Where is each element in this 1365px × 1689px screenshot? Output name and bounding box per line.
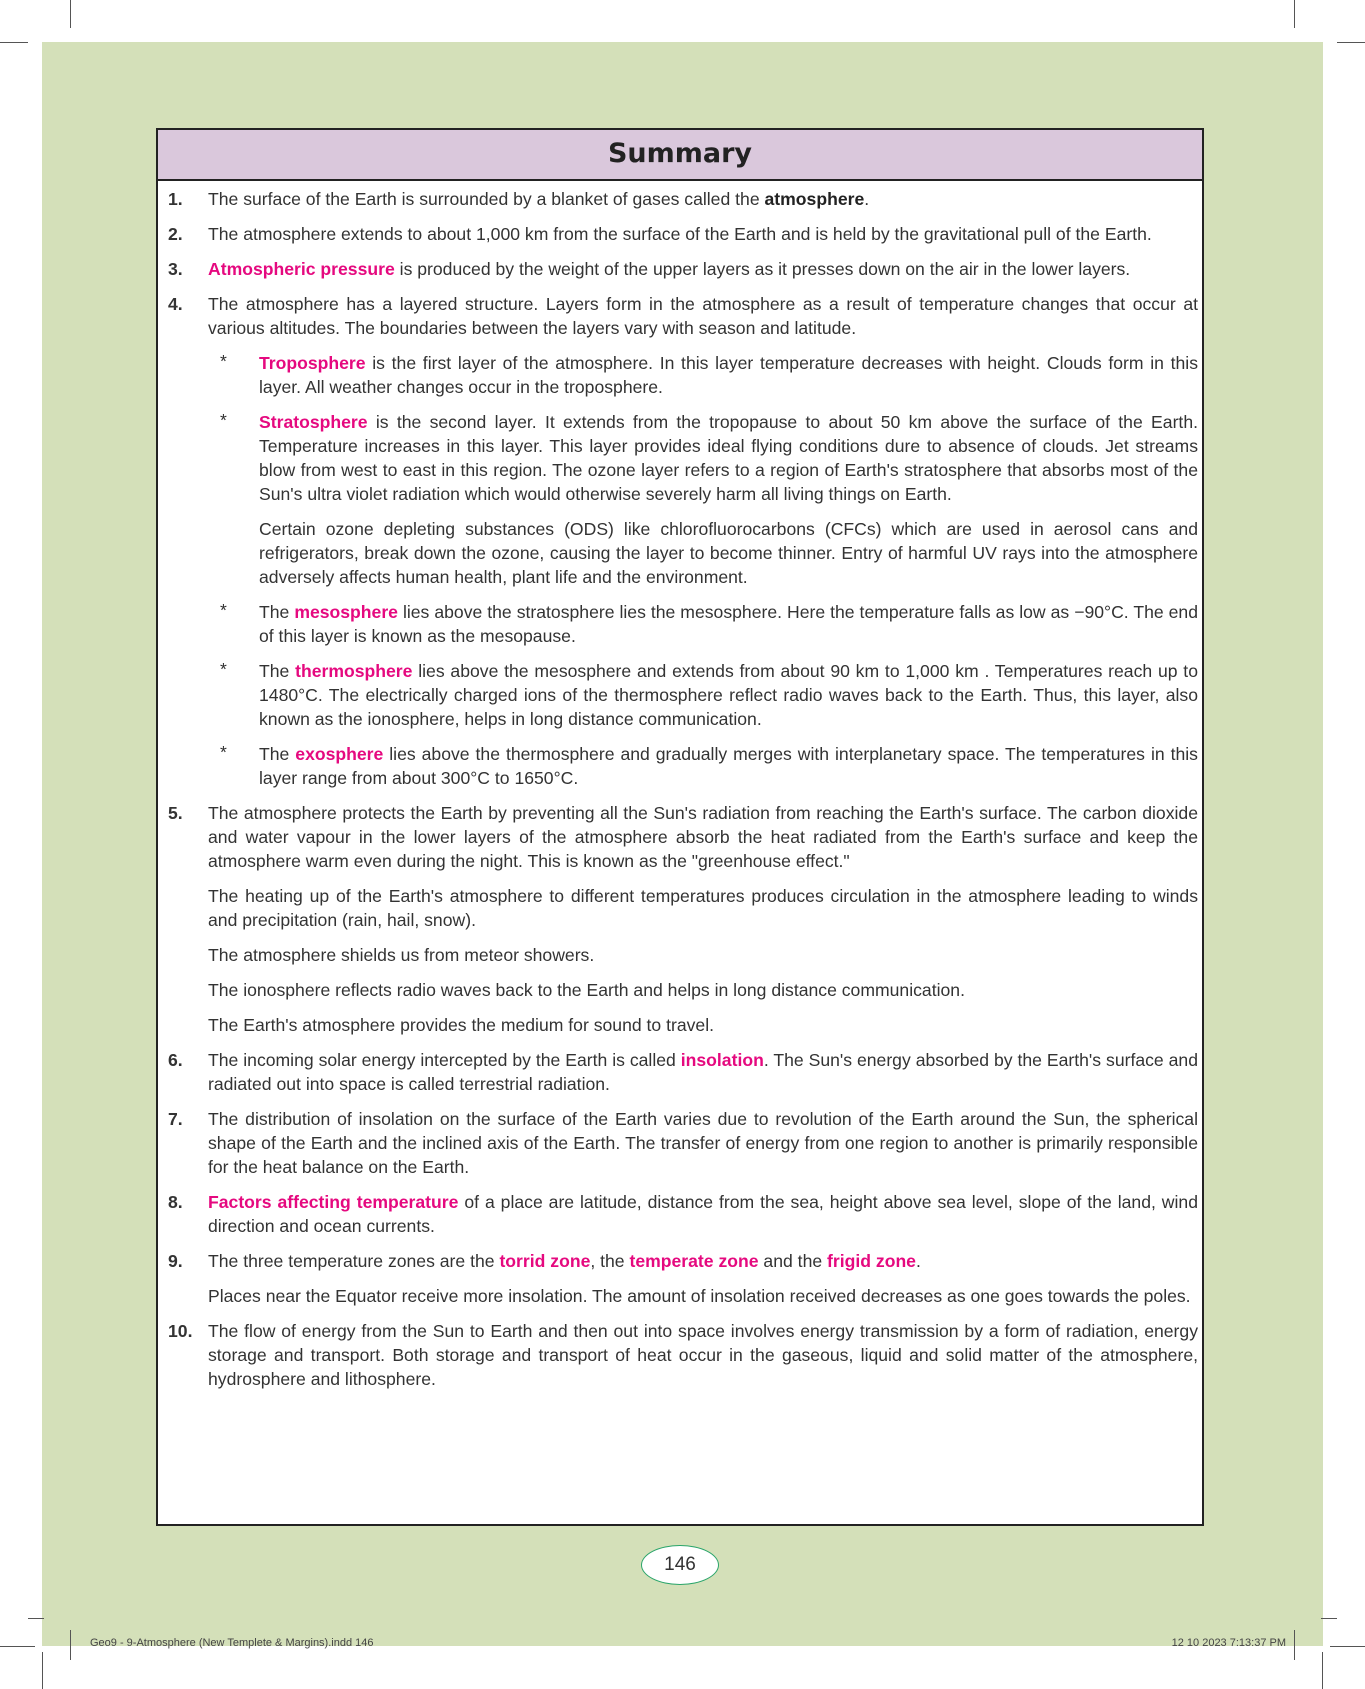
key-term: frigid zone — [827, 1251, 916, 1271]
text: The surface of the Earth is surrounded by a blanket of gases called the — [208, 189, 765, 209]
text: The distribution of insolation on the surface of the Earth varies due to revolution of the Earth around the Sun, the spherical shape of the Earth and the inclined axis of the Earth. The transfer of energy from one region to another is primarily responsible for the heat balance on the Earth. — [208, 1109, 1198, 1177]
layer-bullet — [168, 410, 1198, 506]
key-term: Atmospheric pressure — [208, 259, 395, 279]
text: The — [259, 744, 296, 764]
text: The atmosphere protects the Earth by preventing all the Sun's radiation from reaching the Earth's surface. The carbon dioxide and water vapour in the lower layers of the atmosphere absorb the heat radiated from the Earth's surface and keep the atmosphere warm even during the night. This is known as the "greenhouse effect." — [208, 803, 1198, 871]
text: The heating up of the Earth's atmosphere to different temperatures produces circulation in the atmosphere leading to winds and precipitation (rain, hail, snow). — [208, 886, 1198, 930]
crop-mark — [1321, 1618, 1337, 1619]
key-term: Stratosphere — [259, 412, 368, 432]
paragraph — [168, 978, 1198, 1002]
text: The three temperature zones are the — [208, 1251, 500, 1271]
text: lies above the stratosphere lies the mesosphere. Here the temperature falls as low as −90°C. The end of this layer is known as the mesopause. — [259, 602, 1198, 646]
text: The atmosphere extends to about 1,000 km from the surface of the Earth and is held by the gravitational pull of the Earth. — [208, 224, 1152, 244]
key-term: insolation — [680, 1050, 764, 1070]
text: The atmosphere shields us from meteor showers. — [208, 945, 595, 965]
bullet-marker: * — [220, 410, 227, 430]
summary-title: Summary — [158, 130, 1202, 181]
text: lies above the mesosphere and extends from about 90 km to 1,000 km . Temperatures reach up to 1480°C. The electrically charged ions of the thermosphere reflect radio waves back to the Earth. Thus, this layer, also known as the ionosphere, helps in long distance communication. — [259, 661, 1198, 729]
crop-mark — [0, 1646, 35, 1647]
text: lies above the thermosphere and gradually merges with interplanetary space. The temperatures in this layer range from about 300°C to 1650°C. — [259, 744, 1198, 788]
crop-mark — [1322, 1652, 1323, 1689]
summary-point — [168, 222, 1198, 246]
text: . The Sun's energy absorbed by the Earth's surface and radiated out into space is called terrestrial radiation. — [208, 1050, 1198, 1094]
text: is produced by the weight of the upper layers as it presses down on the air in the lower layers. — [394, 259, 1131, 279]
key-term: temperate zone — [629, 1251, 759, 1271]
key-term: Factors affecting temperature — [208, 1192, 459, 1212]
paragraph — [168, 517, 1198, 589]
text: . — [915, 1251, 921, 1271]
text: Certain ozone depleting substances (ODS) like chlorofluorocarbons (CFCs) which are used in aerosol cans and refrigerators, break down the ozone, causing the layer to become thinner. Entry of harmful UV rays into the atmosphere adversely affects human health, plant life and the environment. — [259, 519, 1198, 587]
text: of a place are latitude, distance from the sea, height above sea level, slope of the land, wind direction and ocean currents. — [208, 1192, 1198, 1236]
text: The — [259, 602, 295, 622]
text: The atmosphere has a layered structure. Layers form in the atmosphere as a result of temperature changes that occur at various altitudes. The boundaries between the layers vary with season and latitude. — [208, 294, 1198, 338]
footer-file-info: Geo9 - 9-Atmosphere (New Templete & Margins).indd 146 — [90, 1637, 374, 1649]
crop-mark — [70, 1630, 71, 1660]
crop-mark — [70, 0, 71, 28]
key-term: thermosphere — [295, 661, 413, 681]
summary-content — [158, 181, 1202, 1391]
summary-point — [168, 292, 1198, 340]
layer-bullet — [168, 659, 1198, 731]
summary-point — [168, 1048, 1198, 1096]
text: is the second layer. It extends from the tropopause to about 50 km above the surface of the Earth. Temperature increases in this layer. This layer provides ideal flying conditions dure to absence of clouds. Jet streams blow from west to east in this region. The ozone layer refers to a region of Earth's stratosphere that absorbs most of the Sun's ultra violet radiation which would otherwise severely harm all living things on Earth. — [259, 412, 1198, 504]
crop-mark — [1330, 1646, 1365, 1647]
point-number: 6. — [168, 1050, 183, 1070]
text: . — [864, 189, 870, 209]
bullet-marker: * — [220, 659, 227, 679]
key-term: mesosphere — [294, 602, 398, 622]
point-number: 10. — [168, 1321, 193, 1341]
bullet-marker: * — [220, 600, 227, 620]
key-term: torrid zone — [499, 1251, 591, 1271]
text: The ionosphere reflects radio waves back to the Earth and helps in long distance communication. — [208, 980, 965, 1000]
point-number: 5. — [168, 803, 183, 823]
point-number: 8. — [168, 1192, 183, 1212]
layer-bullet — [168, 351, 1198, 399]
point-number: 3. — [168, 259, 183, 279]
summary-point — [168, 257, 1198, 281]
footer-timestamp: 12 10 2023 7:13:37 PM — [1171, 1637, 1286, 1649]
summary-point — [168, 1319, 1198, 1391]
crop-mark — [42, 1652, 43, 1689]
crop-mark — [0, 42, 28, 43]
paragraph — [168, 884, 1198, 932]
crop-mark — [1294, 0, 1295, 28]
point-number: 7. — [168, 1109, 183, 1129]
point-number: 2. — [168, 224, 183, 244]
summary-point — [168, 1249, 1198, 1273]
text: The flow of energy from the Sun to Earth and then out into space involves energy transmission by a form of radiation, energy storage and transport. Both storage and transport of heat occur in the gaseous, liquid and solid matter of the atmosphere, hydrosphere and lithosphere. — [208, 1321, 1198, 1389]
paragraph — [168, 1284, 1198, 1308]
bullet-marker: * — [220, 351, 227, 371]
summary-box — [156, 128, 1204, 1526]
crop-mark — [28, 1618, 44, 1619]
summary-point — [168, 1107, 1198, 1179]
summary-point — [168, 801, 1198, 873]
layer-bullet — [168, 600, 1198, 648]
bold-term: atmosphere — [764, 189, 865, 209]
key-term: exosphere — [295, 744, 384, 764]
crop-mark — [1337, 42, 1365, 43]
key-term: Troposphere — [259, 353, 366, 373]
crop-mark — [1294, 1630, 1295, 1660]
text: The incoming solar energy intercepted by the Earth is called — [208, 1050, 681, 1070]
text: The Earth's atmosphere provides the medium for sound to travel. — [208, 1015, 715, 1035]
point-number: 4. — [168, 294, 183, 314]
text: , the — [590, 1251, 630, 1271]
text: is the first layer of the atmosphere. In this layer temperature decreases with height. Clouds form in this layer. All weather changes occur in the troposphere. — [259, 353, 1198, 397]
layer-bullet — [168, 742, 1198, 790]
paragraph — [168, 943, 1198, 967]
paragraph — [168, 1013, 1198, 1037]
bullet-marker: * — [220, 742, 227, 762]
point-number: 9. — [168, 1251, 183, 1271]
text: Places near the Equator receive more insolation. The amount of insolation received decreases as one goes towards the poles. — [208, 1286, 1191, 1306]
text: and the — [758, 1251, 828, 1271]
page-number: 146 — [641, 1545, 719, 1585]
summary-point — [168, 1190, 1198, 1238]
summary-point — [168, 187, 1198, 211]
point-number: 1. — [168, 189, 183, 209]
text: The — [259, 661, 296, 681]
